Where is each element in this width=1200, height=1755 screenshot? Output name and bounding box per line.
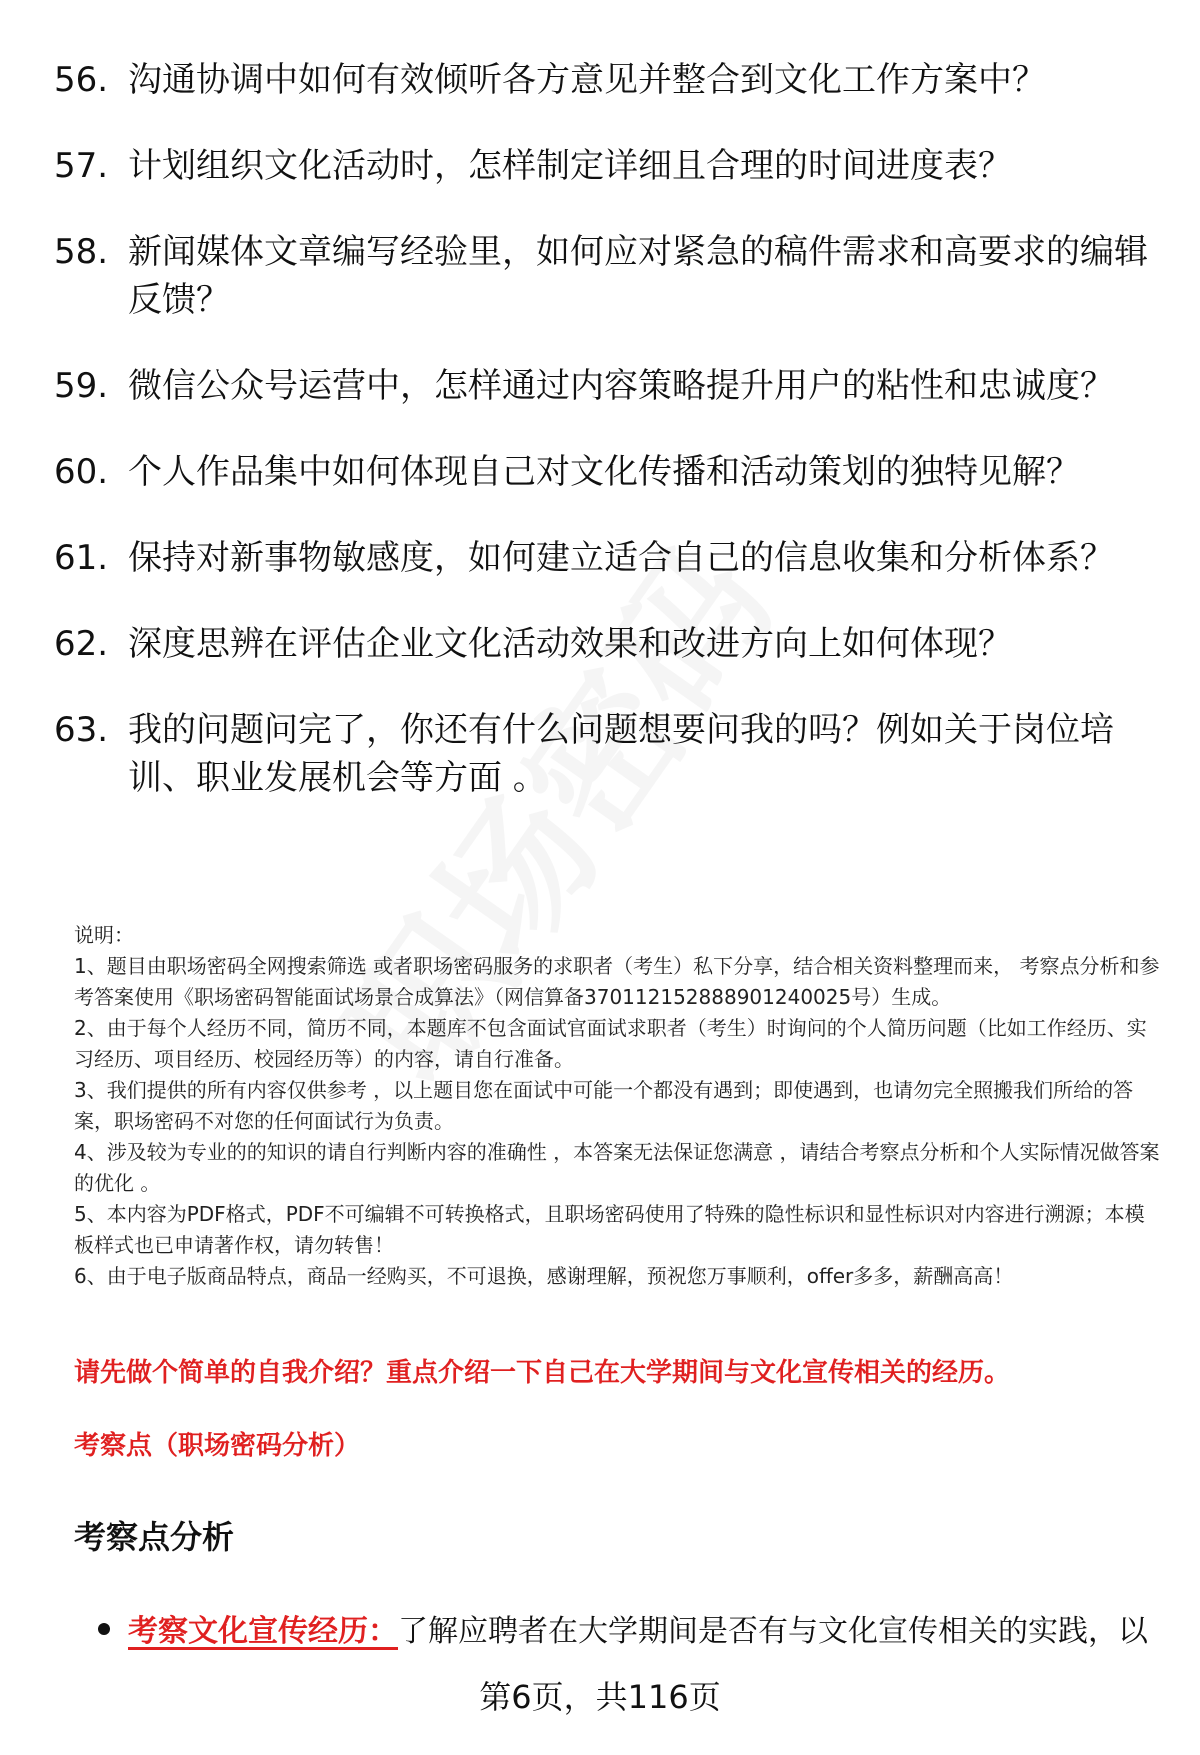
question-number: 58. [54, 232, 109, 272]
question-number: 56. [54, 60, 109, 100]
question-text: 计划组织文化活动时，怎样制定详细且合理的时间进度表？ [128, 146, 1012, 186]
question-text: 保持对新事物敏感度，如何建立适合自己的信息收集和分析体系？ [128, 538, 1114, 578]
question-text: 微信公众号运营中，怎样通过内容策略提升用户的粘性和忠诚度？ [128, 366, 1114, 406]
question-number: 61. [54, 538, 109, 578]
question-item [54, 706, 1154, 802]
question-text: 个人作品集中如何体现自己对文化传播和活动策划的独特见解？ [128, 452, 1080, 492]
question-item [54, 448, 1154, 496]
page-footer: 第6页，共116页 [479, 1678, 721, 1716]
question-item [54, 620, 1154, 668]
notes-block [74, 920, 1164, 1292]
note-item: 5、本内容为PDF格式，PDF不可编辑不可转换格式，且职场密码使用了特殊的隐性标识和显性标识对内容进行溯源；本模板样式也已申请著作权，请勿转售！ [74, 1202, 1145, 1257]
question-text: 深度思辨在评估企业文化活动效果和改进方向上如何体现？ [128, 624, 1012, 664]
question-item [54, 56, 1154, 104]
notes-heading: 说明： [74, 923, 134, 947]
section-title: 考察点分析 [74, 1518, 235, 1556]
question-number: 57. [54, 146, 109, 186]
question-item [54, 228, 1154, 324]
analysis-bullet [98, 1610, 1158, 1654]
note-item: 4、涉及较为专业的的知识的请自行判断内容的准确性 ，本答案无法保证您满意 ，请结合考察点分析和个人实际情况做答案的优化 。 [74, 1140, 1160, 1195]
question-text: 新闻媒体文章编写经验里，如何应对紧急的稿件需求和高要求的编辑反馈？ [128, 232, 1148, 320]
bullet-text: 了解应聘者在大学期间是否有与文化宣传相关的实践，以 [398, 1614, 1148, 1649]
question-number: 62. [54, 624, 109, 664]
note-item: 3、我们提供的所有内容仅供参考 ，以上题目您在面试中可能一个都没有遇到；即使遇到，也请勿完全照搬我们所给的答案，职场密码不对您的任何面试行为负责。 [74, 1078, 1134, 1133]
bullet-label: 考察文化宣传经历： [128, 1614, 398, 1649]
question-item [54, 534, 1154, 582]
question-number: 60. [54, 452, 109, 492]
question-list [54, 56, 1154, 840]
question-number: 59. [54, 366, 109, 406]
featured-question: 请先做个简单的自我介绍？重点介绍一下自己在大学期间与文化宣传相关的经历。 [74, 1358, 1011, 1388]
question-number: 63. [54, 710, 109, 750]
question-text: 我的问题问完了，你还有什么问题想要问我的吗？例如关于岗位培训、职业发展机会等方面 。 [128, 710, 1114, 798]
kaochadian-heading: 考察点（职场密码分析） [74, 1431, 361, 1461]
question-item [54, 362, 1154, 410]
question-text: 沟通协调中如何有效倾听各方意见并整合到文化工作方案中？ [128, 60, 1046, 100]
bullet-icon [98, 1623, 110, 1635]
note-item: 1、题目由职场密码全网搜索筛选 或者职场密码服务的求职者（考生）私下分享，结合相关资料整理而来， 考察点分析和参考答案使用《职场密码智能面试场景合成算法》（网信算备370112152888901240025号）生成。 [74, 954, 1160, 1009]
note-item: 6、由于电子版商品特点，商品一经购买，不可退换，感谢理解，预祝您万事顺利，offer多多，薪酬高高！ [74, 1264, 1014, 1288]
note-item: 2、由于每个人经历不同，简历不同，本题库不包含面试官面试求职者（考生）时询问的个人简历问题（比如工作经历、实习经历、项目经历、校园经历等）的内容，请自行准备。 [74, 1016, 1147, 1071]
question-item [54, 142, 1154, 190]
